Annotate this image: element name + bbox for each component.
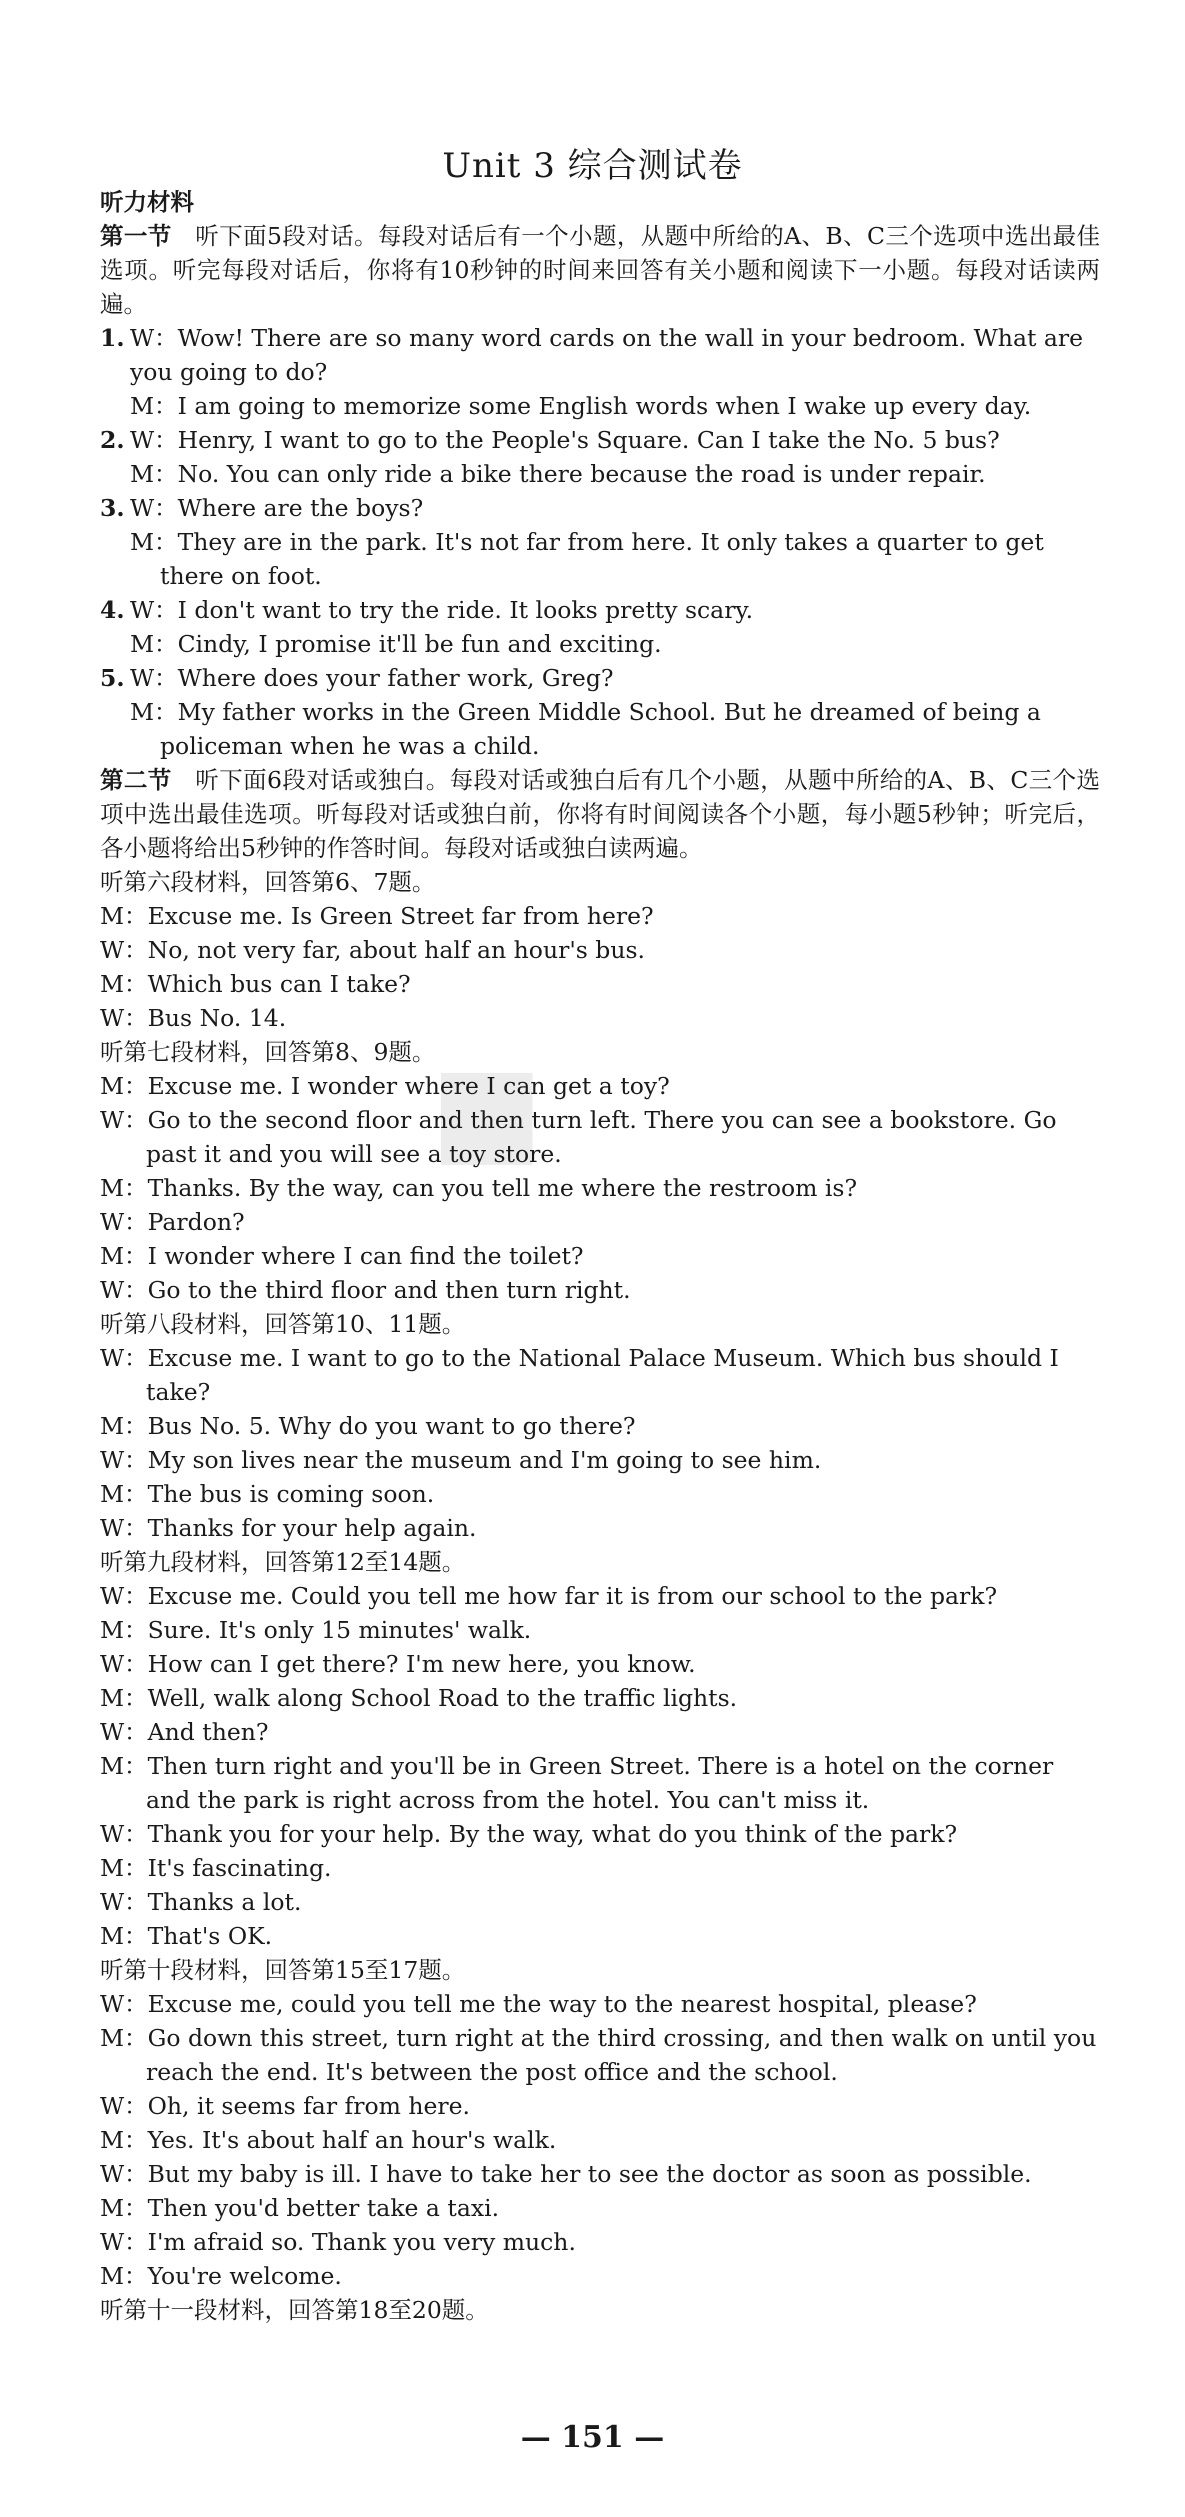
line-text: My son lives near the museum and I'm going to see him. <box>147 1446 822 1474</box>
dialogue-line <box>100 1477 1100 1511</box>
part-heading: 听第八段材料，回答第10、11题。 <box>100 1310 466 1338</box>
line-text: My father works in the Green Middle School. But he dreamed of being a policeman when he was a child. <box>160 698 1041 760</box>
speaker-label: M： <box>100 2126 148 2154</box>
line-text: Excuse me. I want to go to the National Palace Museum. Which bus should I take? <box>146 1344 1059 1406</box>
line-text: Well, walk along School Road to the traffic lights. <box>147 1684 738 1712</box>
dialogue-line <box>100 389 1100 423</box>
part-heading: 听第十一段材料，回答第18至20题。 <box>100 2296 489 2324</box>
section2-parts <box>100 865 1100 2327</box>
dialogue-line <box>100 1579 1100 1613</box>
speaker-label: M： <box>100 1854 148 1882</box>
dialogue-line <box>100 1409 1100 1443</box>
section1-label: 第一节 <box>100 222 172 250</box>
speaker-label: W： <box>100 2160 148 2188</box>
line-text: Go down this street, turn right at the third crossing, and then walk on until you reach the end. It's between the post office and the school. <box>146 2024 1097 2086</box>
line-text: Bus No. 14. <box>147 1004 287 1032</box>
dialogue-line <box>100 1511 1100 1545</box>
dialogue-line <box>100 2089 1100 2123</box>
dialogue-line <box>100 1341 1100 1409</box>
line-text: No, not very far, about half an hour's bus. <box>147 936 646 964</box>
dialogue-line <box>100 1205 1100 1239</box>
question-number: 3. <box>100 494 125 522</box>
dialogue-line <box>100 1001 1100 1035</box>
speaker-label: W： <box>100 2228 148 2256</box>
speaker-label: M： <box>100 1752 148 1780</box>
speaker-label: W： <box>100 1650 148 1678</box>
line-text: Wow! There are so many word cards on the wall in your bedroom. What are you going to do? <box>130 324 1084 386</box>
dialogue-line <box>100 2157 1100 2191</box>
dialogue-line <box>100 967 1100 1001</box>
part-heading: 听第七段材料，回答第8、9题。 <box>100 1038 436 1066</box>
line-text: Excuse me. I wonder where I can get a toy? <box>147 1072 670 1100</box>
dialogue-line <box>100 1069 1100 1103</box>
speaker-label: W： <box>130 664 178 692</box>
speaker-label: M： <box>100 970 148 998</box>
line-text: How can I get there? I'm new here, you know. <box>147 1650 696 1678</box>
dialogue-line <box>100 1103 1100 1171</box>
speaker-label: W： <box>100 1582 148 1610</box>
dialogue-line <box>100 661 1100 695</box>
speaker-label: W： <box>100 1820 148 1848</box>
line-text: Thank you for your help. By the way, what do you think of the park? <box>147 1820 958 1848</box>
dialogue-line <box>100 525 1100 593</box>
dialogue-line <box>100 1273 1100 1307</box>
dialogue-line <box>100 593 1100 627</box>
speaker-label: W： <box>100 1718 148 1746</box>
line-text: Bus No. 5. Why do you want to go there? <box>147 1412 636 1440</box>
dialogue-line <box>100 1885 1100 1919</box>
dialogue-line <box>100 1647 1100 1681</box>
speaker-label: W： <box>100 1888 148 1916</box>
speaker-label: W： <box>100 1106 148 1134</box>
line-text: And then? <box>147 1718 269 1746</box>
speaker-label: M： <box>100 1684 148 1712</box>
speaker-label: M： <box>130 528 178 556</box>
watermark: ■ <box>430 1040 554 1179</box>
speaker-label: M： <box>100 1480 148 1508</box>
speaker-label: W： <box>100 1514 148 1542</box>
dialogue-line <box>100 423 1100 457</box>
speaker-label: W： <box>100 1990 148 2018</box>
dialogue-line <box>100 1239 1100 1273</box>
speaker-label: M： <box>130 460 178 488</box>
line-text: You're welcome. <box>147 2262 342 2290</box>
speaker-label: M： <box>100 2262 148 2290</box>
speaker-label: M： <box>100 1922 148 1950</box>
line-text: I wonder where I can find the toilet? <box>147 1242 584 1270</box>
speaker-label: M： <box>130 698 178 726</box>
line-text: Pardon? <box>147 1208 245 1236</box>
line-text: Where does your father work, Greg? <box>177 664 614 692</box>
line-text: Excuse me. Could you tell me how far it is from our school to the park? <box>147 1582 998 1610</box>
line-text: I don't want to try the ride. It looks pretty scary. <box>177 596 754 624</box>
line-text: Then you'd better take a taxi. <box>147 2194 500 2222</box>
question-number: 5. <box>100 664 125 692</box>
dialogue-line <box>100 1749 1100 1817</box>
section1-instruction-text: 听下面5段对话。每段对话后有一个小题，从题中所给的A、B、C三个选项中选出最佳选项。听完每段对话后，你将有10秒钟的时间来回答有关小题和阅读下一小题。每段对话读两遍。 <box>100 222 1101 318</box>
dialogue-line <box>100 1919 1100 1953</box>
line-text: Excuse me, could you tell me the way to the nearest hospital, please? <box>147 1990 977 2018</box>
speaker-label: M： <box>100 2024 148 2052</box>
part-heading: 听第六段材料，回答第6、7题。 <box>100 868 436 896</box>
page-number: — 151 — <box>520 2420 665 2455</box>
line-text: I'm afraid so. Thank you very much. <box>147 2228 576 2256</box>
line-text: Thanks for your help again. <box>147 1514 477 1542</box>
dialogue-line <box>100 1817 1100 1851</box>
line-text: Cindy, I promise it'll be fun and exciting. <box>177 630 662 658</box>
question-number: 4. <box>100 596 125 624</box>
section2-label: 第二节 <box>100 766 172 794</box>
dialogue-line <box>100 2259 1100 2293</box>
line-text: Oh, it seems far from here. <box>147 2092 471 2120</box>
speaker-label: M： <box>100 1174 148 1202</box>
line-text: The bus is coming soon. <box>147 1480 435 1508</box>
line-text: Yes. It's about half an hour's walk. <box>147 2126 557 2154</box>
line-text: Thanks a lot. <box>147 1888 302 1916</box>
page-title: Unit 3 综合测试卷 <box>442 146 743 186</box>
dialogue-line <box>100 1851 1100 1885</box>
dialogue-line <box>100 457 1100 491</box>
dialogue-line <box>100 1715 1100 1749</box>
line-text: It's fascinating. <box>147 1854 332 1882</box>
section2-instruction-text: 听下面6段对话或独白。每段对话或独白后有几个小题，从题中所给的A、B、C三个选项中选出最佳选项。听每段对话或独白前，你将有时间阅读各个小题，每小题5秒钟；听完后，各小题将给出5秒钟的作答时间。每段对话或独白读两遍。 <box>100 766 1101 862</box>
line-text: Where are the boys? <box>177 494 424 522</box>
dialogue-line <box>100 1171 1100 1205</box>
line-text: Which bus can I take? <box>147 970 411 998</box>
speaker-label: W： <box>130 324 178 352</box>
dialogue-line <box>100 933 1100 967</box>
dialogue-line <box>100 491 1100 525</box>
section1-items <box>100 321 1100 763</box>
speaker-label: M： <box>130 630 178 658</box>
section2-instruction <box>100 763 1100 865</box>
document-body <box>100 185 1100 2327</box>
speaker-label: W： <box>100 1004 148 1032</box>
line-text: But my baby is ill. I have to take her to see the doctor as soon as possible. <box>147 2160 1032 2188</box>
speaker-label: M： <box>100 1242 148 1270</box>
dialogue-line <box>100 1443 1100 1477</box>
speaker-label: W： <box>100 936 148 964</box>
line-text: Go to the second floor and then turn left. There you can see a bookstore. Go past it and you will see a toy store. <box>146 1106 1057 1168</box>
speaker-label: W： <box>100 2092 148 2120</box>
speaker-label: W： <box>100 1446 148 1474</box>
dialogue-line <box>100 2225 1100 2259</box>
dialogue-line <box>100 1613 1100 1647</box>
part-heading: 听第十段材料，回答第15至17题。 <box>100 1956 466 1984</box>
line-text: Go to the third floor and then turn right. <box>147 1276 631 1304</box>
speaker-label: W： <box>130 494 178 522</box>
dialogue-line <box>100 1681 1100 1715</box>
line-text: Sure. It's only 15 minutes' walk. <box>147 1616 532 1644</box>
line-text: Then turn right and you'll be in Green Street. There is a hotel on the corner and the park is right across from the hotel. You can't miss it. <box>146 1752 1054 1814</box>
speaker-label: M： <box>100 902 148 930</box>
speaker-label: W： <box>130 596 178 624</box>
dialogue-line <box>100 1987 1100 2021</box>
line-text: Henry, I want to go to the People's Square. Can I take the No. 5 bus? <box>177 426 1000 454</box>
dialogue-line <box>100 627 1100 661</box>
dialogue-line <box>100 2191 1100 2225</box>
section1-instruction <box>100 219 1100 321</box>
question-number: 1. <box>100 324 125 352</box>
line-text: That's OK. <box>147 1922 273 1950</box>
speaker-label: M： <box>100 1072 148 1100</box>
speaker-label: M： <box>100 2194 148 2222</box>
speaker-label: M： <box>130 392 178 420</box>
dialogue-line <box>100 899 1100 933</box>
speaker-label: M： <box>100 1616 148 1644</box>
speaker-label: W： <box>100 1344 148 1372</box>
speaker-label: W： <box>100 1276 148 1304</box>
dialogue-line <box>100 695 1100 763</box>
speaker-label: W： <box>100 1208 148 1236</box>
listening-heading: 听力材料 <box>100 188 194 216</box>
dialogue-line <box>100 2123 1100 2157</box>
speaker-label: W： <box>130 426 178 454</box>
line-text: Thanks. By the way, can you tell me where the restroom is? <box>147 1174 858 1202</box>
speaker-label: M： <box>100 1412 148 1440</box>
line-text: They are in the park. It's not far from here. It only takes a quarter to get there on foot. <box>160 528 1044 590</box>
question-number: 2. <box>100 426 125 454</box>
dialogue-line <box>100 321 1100 389</box>
line-text: No. You can only ride a bike there because the road is under repair. <box>177 460 986 488</box>
line-text: I am going to memorize some English words when I wake up every day. <box>177 392 1032 420</box>
line-text: Excuse me. Is Green Street far from here? <box>147 902 654 930</box>
dialogue-line <box>100 2021 1100 2089</box>
part-heading: 听第九段材料，回答第12至14题。 <box>100 1548 466 1576</box>
